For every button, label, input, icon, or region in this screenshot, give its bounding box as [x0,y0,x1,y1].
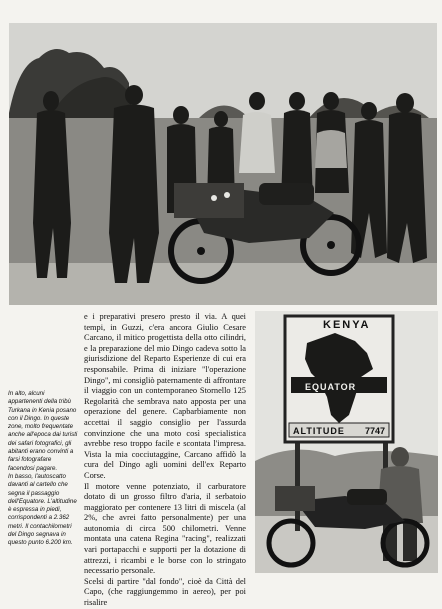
body-paragraph: Il motore venne potenziato, il carburatore dotato di un grosso filtro d'aria, il serbatoio maggiorato per contenere 13 litri di miscela (al 2%, che avrei fatto personalmente) per una autonomia di circa 500 chilometri. Venne montata una catena Regina "racing", realizzati vari portapacchi e supporti per la dotazione di attrezzi, i ricambi e le borse con lo stringato necessario personale. [84,481,246,576]
body-paragraph: Scelsi di partire "dal fondo", cioè da Città del Capo, (che raggiungemmo in aereo), per poi risalire [84,576,246,608]
photo-caption [8,390,78,548]
body-paragraph: e i preparativi presero presto il via. A quei tempi, in Guzzi, c'era ancora Giulio Cesare Carcano, il mitico progettista della otto cilindri, e la preparazione del mio Dingo cadeva sotto la giurisdizione del Reparto Esperienze di cui era responsabile. Prima di iniziare "l'operazione Dingo", mi consigliò paternamente di affrontare il viaggio con un contemporaneo Stornello 125 Regolarità che sembrava nato apposta per una operazione del genere. Capbarbiamente non accettai il saggio consiglio per l'assurda convinzione che una moto così specialistica avrebbe reso troppo facile e scontata l'impresa. Vista la mia cocciutaggine, Carcano affidò la cura del Dingo agli uomini dell'ex Reparto Corse. [84,312,246,480]
caption-bottom: In basso, l'autoscatto davanti al cartello che segna il passaggio dell'Equatore. L'altitudine è espressa in piedi, corrispondenti a 2.362 metri. Il contachilometri del Dingo segnava in questo punto 6.200 km. [8,472,77,547]
photo-top-drawing [9,23,437,305]
photo-right-drawing [255,311,438,573]
caption-top: In alto, alcuni appartenenti della tribù Turkana in Kenia posano con il Dingo. In queste zone, molto frequentate anche all'epoca dai turisti dei safari fotografici, gli abitanti erano convinti a farsi fotografare facendosi pagare. [8,390,78,472]
sign-altitude-value: 7747 [365,426,386,436]
article-body [84,312,246,609]
photo-turkana-tribe-with-dingo [9,23,437,305]
sign-altitude-label: ALTITUDE [293,426,345,436]
sign-country: KENYA [323,319,371,331]
photo-equator-sign [255,311,438,573]
sign-equator: EQUATOR [305,382,357,392]
